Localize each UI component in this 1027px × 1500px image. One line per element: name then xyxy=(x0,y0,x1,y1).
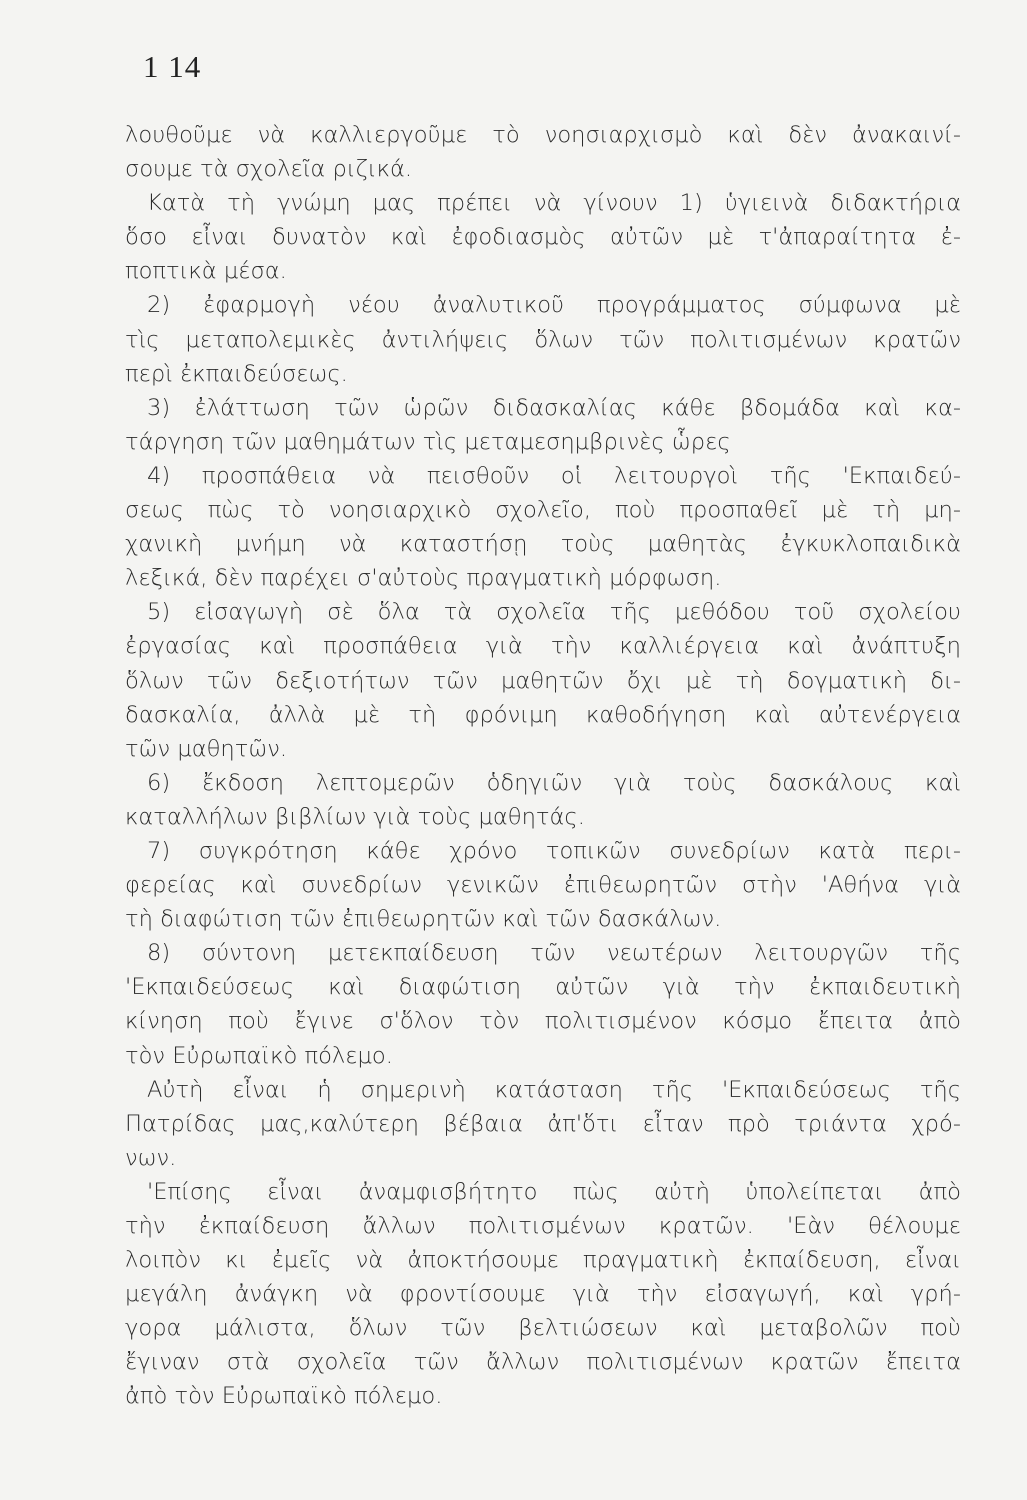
text-line: 3) ἐλάττωση τῶν ὡρῶν διδασκαλίας κάθε βδομάδα καὶ κα- xyxy=(147,394,961,421)
text-line: τὶς μεταπολεμικὲς ἀντιλήψεις ὅλων τῶν πολιτισμένων κρατῶν xyxy=(125,326,961,353)
text-line: σουμε τὰ σχολεῖα ριζικά. xyxy=(125,156,413,183)
text-line: 7) συγκρότηση κάθε χρόνο τοπικῶν συνεδρίων κατὰ περι- xyxy=(147,837,961,864)
text-line: ἀπὸ τὸν Εὐρωπαϊκὸ πόλεμο. xyxy=(125,1383,443,1410)
page-number: 1 14 xyxy=(143,49,202,84)
text-line: Πατρίδας μας,καλύτερη βέβαια ἀπ'ὅτι εἶταν πρὸ τριάντα χρό- xyxy=(125,1110,961,1137)
text-line: λοιπὸν κι ἐμεῖς νὰ ἀποκτήσουμε πραγματικὴ ἐκπαίδευση, εἶναι xyxy=(125,1247,961,1274)
text-line: τὴ διαφώτιση τῶν ἐπιθεωρητῶν καὶ τῶν δασκάλων. xyxy=(125,906,722,933)
text-line: ὅλων τῶν δεξιοτήτων τῶν μαθητῶν ὄχι μὲ τὴ δογματικὴ δι- xyxy=(125,667,961,694)
text-line: φερείας καὶ συνεδρίων γενικῶν ἐπιθεωρητῶν στὴν 'Αθήνα γιὰ xyxy=(125,872,961,899)
text-line: τὴν ἐκπαίδευση ἄλλων πολιτισμένων κρατῶν. 'Εὰν θέλουμε xyxy=(125,1213,961,1239)
text-line: Κατὰ τὴ γνώμη μας πρέπει νὰ γίνουν 1) ὑγιεινὰ διδακτήρια xyxy=(147,190,961,217)
text-line: 'Εκπαιδεύσεως καὶ διαφώτιση αὐτῶν γιὰ τὴν ἐκπαιδευτικὴ xyxy=(125,974,961,1001)
text-line: ἔγιναν στὰ σχολεῖα τῶν ἄλλων πολιτισμένων κρατῶν ἔπειτα xyxy=(125,1349,961,1376)
text-line: δασκαλία, ἀλλὰ μὲ τὴ φρόνιμη καθοδήγηση καὶ αὐτενέργεια xyxy=(125,701,961,728)
text-line: χανικὴ μνήμη νὰ καταστήσῃ τοὺς μαθητὰς ἐγκυκλοπαιδικὰ xyxy=(125,531,961,558)
text-line: νων. xyxy=(125,1144,177,1171)
text-line: λουθοῦμε νὰ καλλιεργοῦμε τὸ νοησιαρχισμὸ καὶ δὲν ἀνακαινί- xyxy=(125,122,961,148)
text-line: τὸν Εὐρωπαϊκὸ πόλεμο. xyxy=(125,1042,393,1069)
text-line: Αὐτὴ εἶναι ἡ σημερινὴ κατάσταση τῆς 'Εκπαιδεύσεως τῆς xyxy=(147,1076,961,1103)
body-text xyxy=(125,118,961,1414)
text-line: μεγάλη ἀνάγκη νὰ φροντίσουμε γιὰ τὴν εἰσαγωγή, καὶ γρή- xyxy=(125,1281,961,1308)
text-line: τάργηση τῶν μαθημάτων τὶς μεταμεσημβρινὲς ὧρες xyxy=(125,428,731,455)
text-line: ποπτικὰ μέσα. xyxy=(125,258,287,285)
text-line: γορα μάλιστα, ὅλων τῶν βελτιώσεων καὶ μεταβολῶν ποὺ xyxy=(125,1315,961,1342)
text-line: 'Επίσης εἶναι ἀναμφισβήτητο πὼς αὐτὴ ὑπολείπεται ἀπὸ xyxy=(147,1178,961,1205)
text-line: σεως πὼς τὸ νοησιαρχικὸ σχολεῖο, ποὺ προσπαθεῖ μὲ τὴ μη- xyxy=(125,497,961,524)
text-line: 2) ἐφαρμογὴ νέου ἀναλυτικοῦ προγράμματος σύμφωνα μὲ xyxy=(147,292,961,319)
text-line: κίνηση ποὺ ἔγινε σ'ὅλον τὸν πολιτισμένον κόσμο ἔπειτα ἀπὸ xyxy=(125,1008,961,1035)
text-line: 8) σύντονη μετεκπαίδευση τῶν νεωτέρων λειτουργῶν τῆς xyxy=(147,940,961,967)
text-line: καταλλήλων βιβλίων γιὰ τοὺς μαθητάς. xyxy=(125,803,585,830)
text-line: τῶν μαθητῶν. xyxy=(125,735,288,762)
text-line: λεξικά, δὲν παρέχει σ'αὐτοὺς πραγματικὴ μόρφωση. xyxy=(125,565,722,592)
text-line: ὅσο εἶναι δυνατὸν καὶ ἐφοδιασμὸς αὐτῶν μὲ τ'ἀπαραίτητα ἐ- xyxy=(125,224,961,251)
text-line: ἐργασίας καὶ προσπάθεια γιὰ τὴν καλλιέργεια καὶ ἀνάπτυξη xyxy=(125,633,961,660)
text-line: περὶ ἐκπαιδεύσεως. xyxy=(125,360,348,387)
text-line: 4) προσπάθεια νὰ πεισθοῦν οἱ λειτουργοὶ τῆς 'Εκπαιδεύ- xyxy=(147,462,961,489)
text-line: 5) εἰσαγωγὴ σὲ ὅλα τὰ σχολεῖα τῆς μεθόδου τοῦ σχολείου xyxy=(147,599,961,626)
text-line: 6) ἔκδοση λεπτομερῶν ὁδηγιῶν γιὰ τοὺς δασκάλους καὶ xyxy=(147,769,961,796)
